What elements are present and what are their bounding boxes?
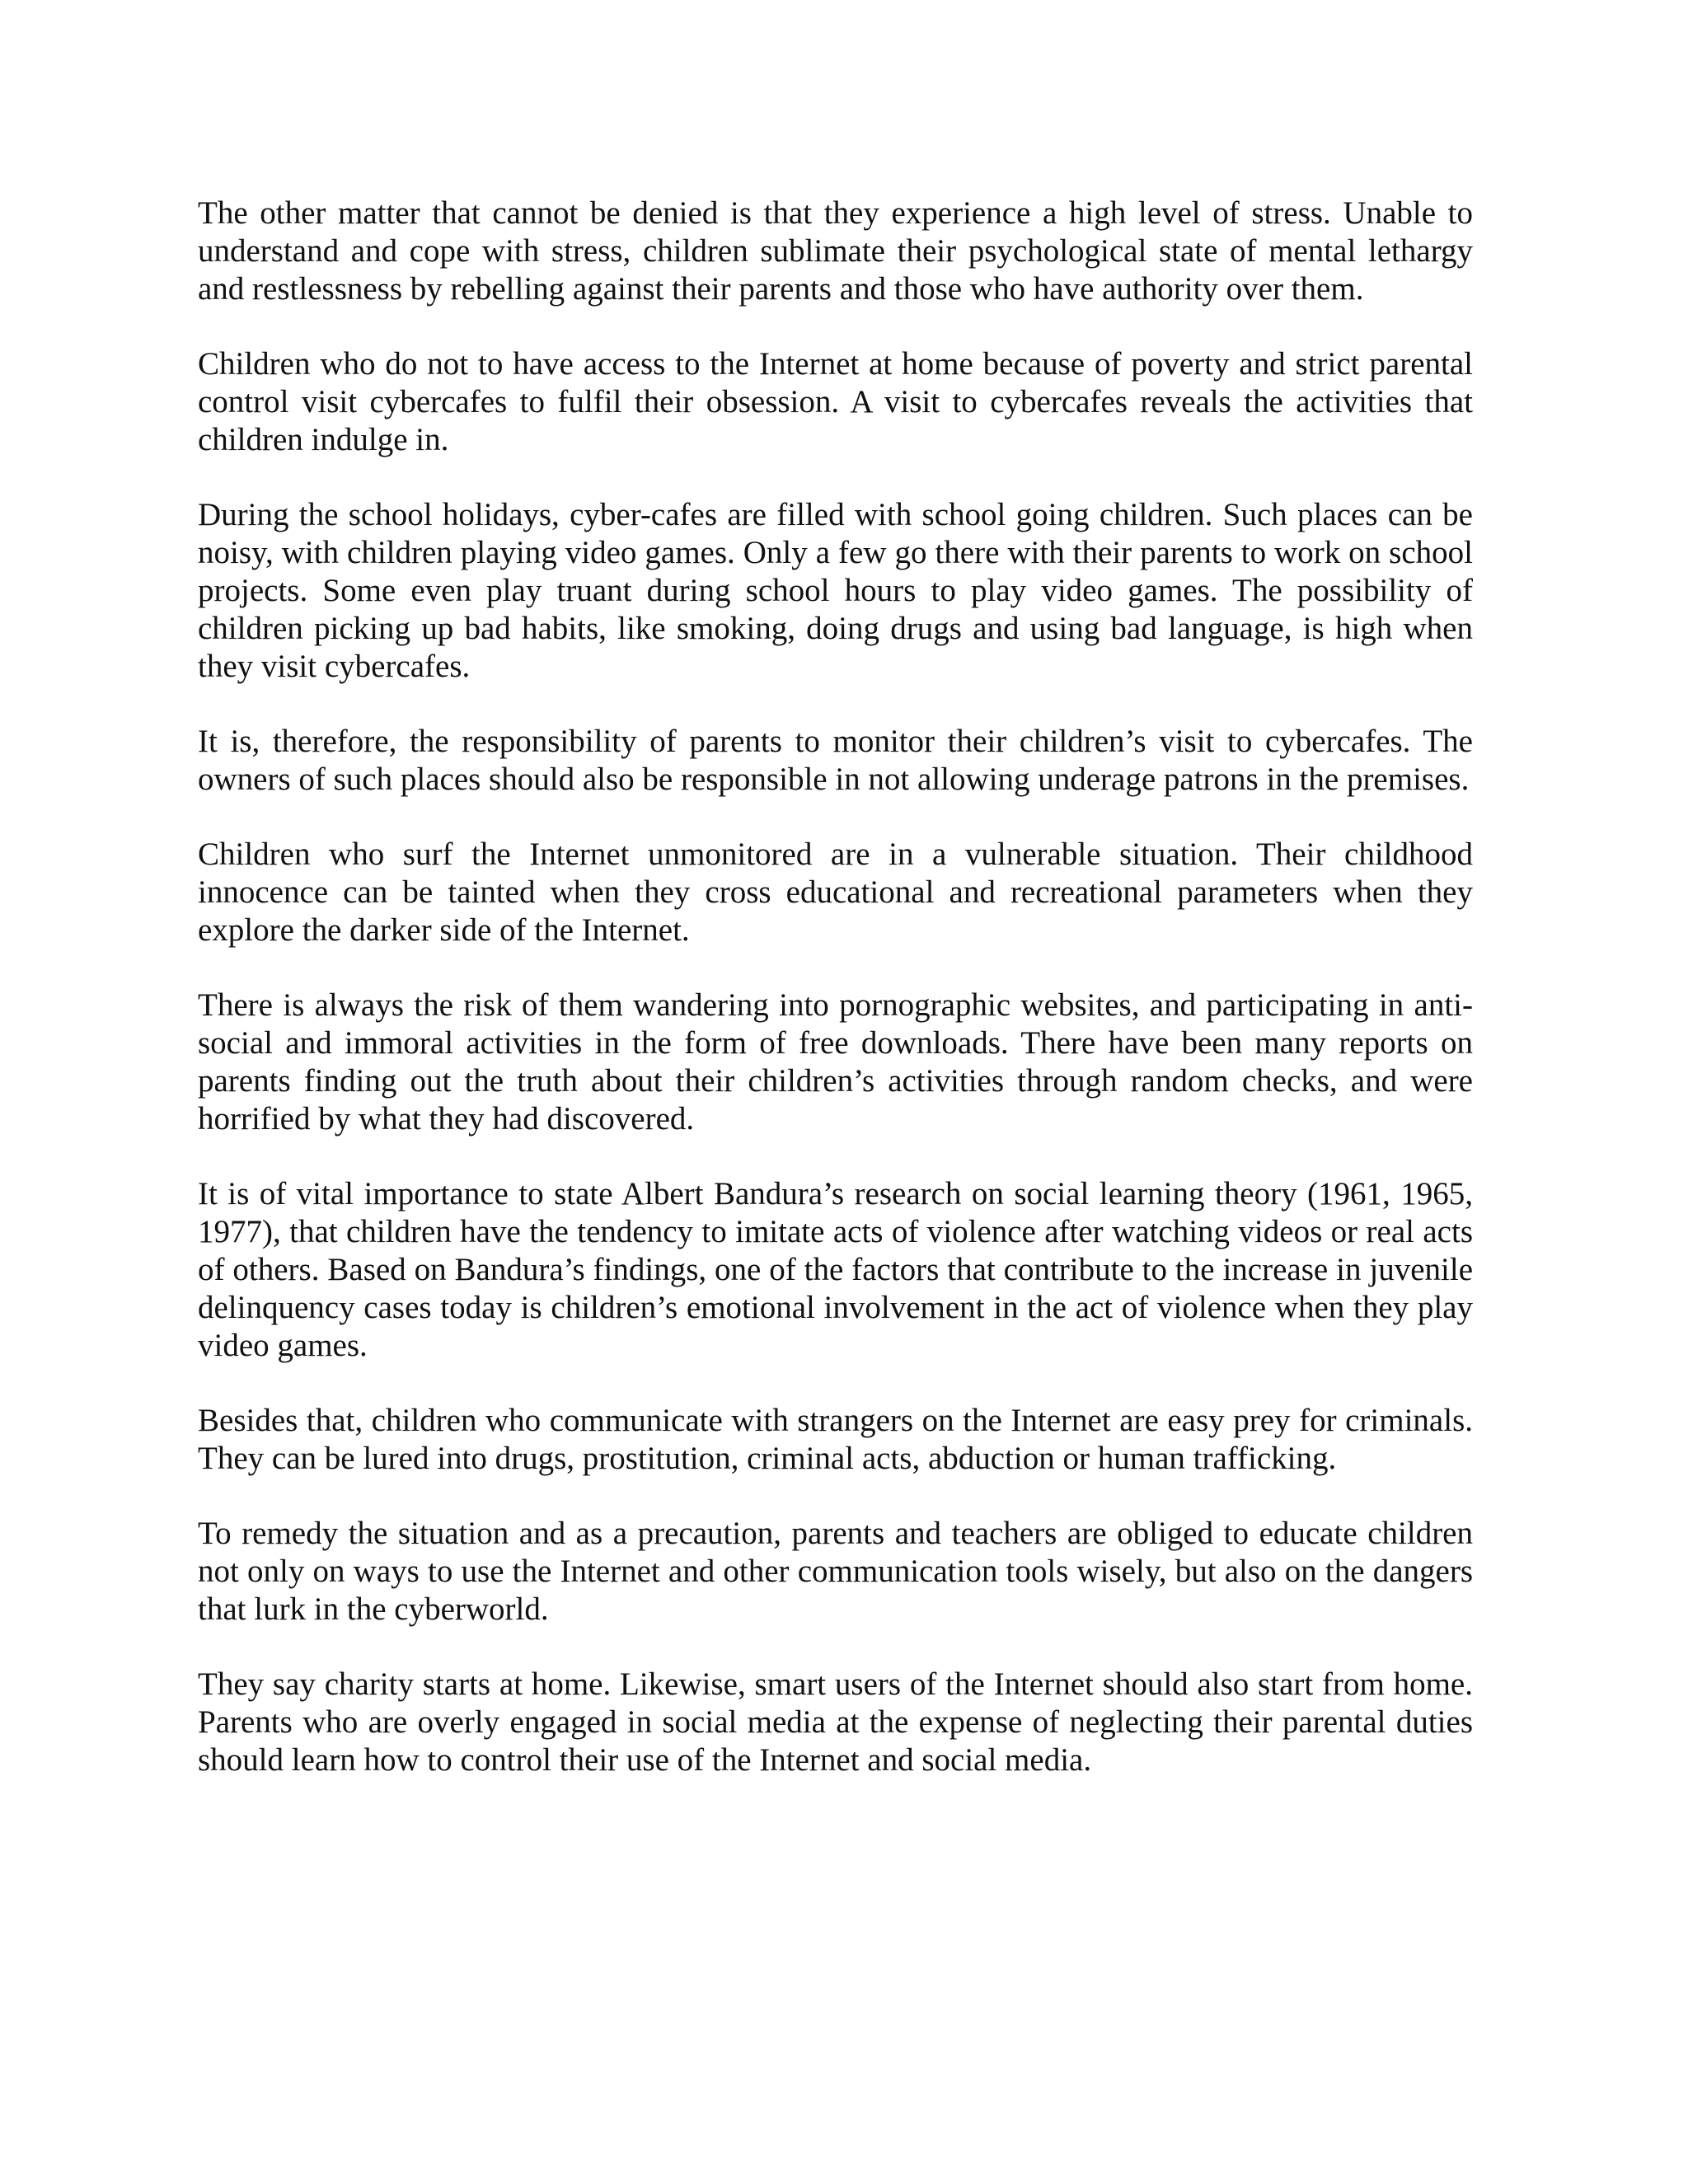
paragraph-unmonitored-surfing: Children who surf the Internet unmonitored are in a vulnerable situation. Their childhood innocence can be tainted when they cross educational and recreational parameters when they explore the darker side of the Internet.	[198, 837, 1473, 948]
paragraph-school-holidays: During the school holidays, cyber-cafes are filled with school going children. Such places can be noisy, with children playing video games. Only a few go there with their parents to work on school projects. Some even play truant during school hours to play video games. The possibility of children picking up bad habits, like smoking, doing drugs and using bad language, is high when they visit cybercafes.	[198, 497, 1473, 684]
document-body	[198, 194, 1473, 1779]
paragraph-strangers: Besides that, children who communicate with strangers on the Internet are easy prey for criminals. They can be lured into drugs, prostitution, criminal acts, abduction or human trafficking.	[198, 1403, 1473, 1476]
paragraph-charity-home: They say charity starts at home. Likewise, smart users of the Internet should also start from home. Parents who are overly engaged in social media at the expense of neglecting their parental duties should learn how to control their use of the Internet and social media.	[198, 1666, 1473, 1778]
paragraph-cybercafe-access: Children who do not to have access to the Internet at home because of poverty and strict parental control visit cybercafes to fulfil their obsession. A visit to cybercafes reveals the activities that children indulge in.	[198, 346, 1473, 457]
paragraph-risk-websites: There is always the risk of them wandering into pornographic websites, and participating in anti-social and immoral activities in the form of free downloads. There have been many reports on parents finding out the truth about their children’s activities through random checks, and were horrified by what they had discovered.	[198, 987, 1473, 1137]
paragraph-stress: The other matter that cannot be denied is that they experience a high level of stress. Unable to understand and cope with stress, children sublimate their psychological state of mental lethargy and restlessness by rebelling against their parents and those who have authority over them.	[198, 195, 1473, 307]
paragraph-remedy: To remedy the situation and as a precaution, parents and teachers are obliged to educate children not only on ways to use the Internet and other communication tools wisely, but also on the dangers that lurk in the cyberworld.	[198, 1516, 1473, 1627]
paragraph-bandura-research: It is of vital importance to state Albert Bandura’s research on social learning theory (1961, 1965, 1977), that children have the tendency to imitate acts of violence after watching videos or real acts of others. Based on Bandura’s findings, one of the factors that contribute to the increase in juvenile delinquency cases today is children’s emotional involvement in the act of violence when they play video games.	[198, 1176, 1473, 1363]
paragraph-parent-responsibility: It is, therefore, the responsibility of parents to monitor their children’s visit to cybercafes. The owners of such places should also be responsible in not allowing underage patrons in the premises.	[198, 724, 1473, 797]
